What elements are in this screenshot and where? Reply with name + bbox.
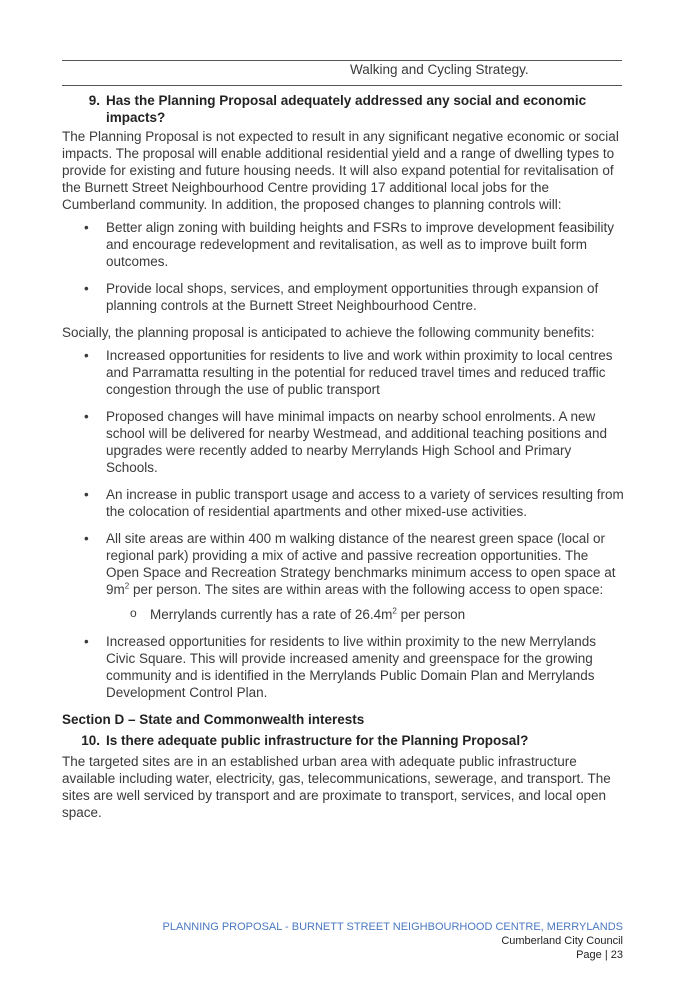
list-item: • Better align zoning with building heights and FSRs to improve development feasibility and encourage redevelopment and revitalisation, as well as to improve built form outcomes. (62, 219, 624, 270)
table-bottom-rule (62, 85, 622, 86)
section-heading: Section D – State and Commonwealth interests (62, 712, 365, 727)
question-9-heading (62, 92, 624, 126)
paragraph: The Planning Proposal is not expected to result in any significant negative economic or social impacts. The proposal will enable additional residential yield and a range of dwelling types to provide for existing and future housing needs. It will also expand potential for revitalisation of the Burnett Street Neighbourhood Centre providing 17 additional local jobs for the Cumberland community. In addition, the proposed changes to planning controls will: (62, 129, 619, 212)
question-number: 10. (81, 733, 100, 748)
list-item: • Increased opportunities for residents to live within proximity to the new Merrylands Civic Square. This will provide increased amenity and greenspace for the growing community and is identified in the Merrylands Public Domain Plan and Merrylands Development Control Plan. (62, 633, 624, 701)
text-run: per person. The sites are within areas with the following access to open space: (129, 582, 604, 597)
question-10-heading (62, 732, 624, 749)
list-item: • Provide local shops, services, and employment opportunities through expansion of planning controls at the Burnett Street Neighbourhood Centre. (62, 280, 624, 314)
footer-document-title: PLANNING PROPOSAL - BURNETT STREET NEIGHBOURHOOD CENTRE, MERRYLANDS (162, 921, 623, 933)
bullet-list (62, 347, 624, 701)
table-top-rule (62, 60, 622, 61)
question-title: Has the Planning Proposal adequately addressed any social and economic impacts? (106, 93, 587, 125)
list-item: • Increased opportunities for residents to live and work within proximity to local centres and Parramatta resulting in the potential for reduced travel times and reduced traffic congestion through the use of public transport (62, 347, 624, 398)
text-run: Merrylands currently has a rate of 26.4m (150, 607, 393, 622)
superscript: 2 (392, 606, 397, 616)
list-item (62, 530, 624, 623)
page-footer (163, 920, 623, 962)
paragraph: Socially, the planning proposal is anticipated to achieve the following community benefits: (62, 325, 595, 340)
sub-list (106, 606, 624, 623)
question-number: 9. (88, 93, 100, 108)
table-cell-fragment: Walking and Cycling Strategy. (350, 62, 529, 77)
text-run: All site areas are within 400 m walking distance of the nearest green space (local or regional park) providing a mix of active and passive recreation opportunities. The Open Space and Recreation Strategy benchmarks minimum access to open space at 9m (106, 531, 616, 597)
sub-list-item (106, 606, 624, 623)
text-run: per person (396, 607, 466, 622)
bullet-list (62, 219, 624, 314)
list-item: • An increase in public transport usage and access to a variety of services resulting from the colocation of residential apartments and other mixed-use activities. (62, 486, 624, 520)
superscript: 2 (124, 581, 130, 591)
paragraph: The targeted sites are in an established urban area with adequate public infrastructure available including water, electricity, gas, telecommunications, sewerage, and transport. The sites are well serviced by transport and are proximate to transport, services, and local open space. (62, 754, 611, 820)
question-title: Is there adequate public infrastructure for the Planning Proposal? (106, 733, 529, 748)
footer-council: Cumberland City Council (501, 935, 623, 947)
footer-page-number: Page | 23 (576, 949, 623, 961)
document-body (62, 92, 624, 823)
list-item: • Proposed changes will have minimal impacts on nearby school enrolments. A new school will be delivered for nearby Westmead, and additional teaching positions and upgrades were recently added to nearby Merrylands High School and Primary Schools. (62, 408, 624, 476)
